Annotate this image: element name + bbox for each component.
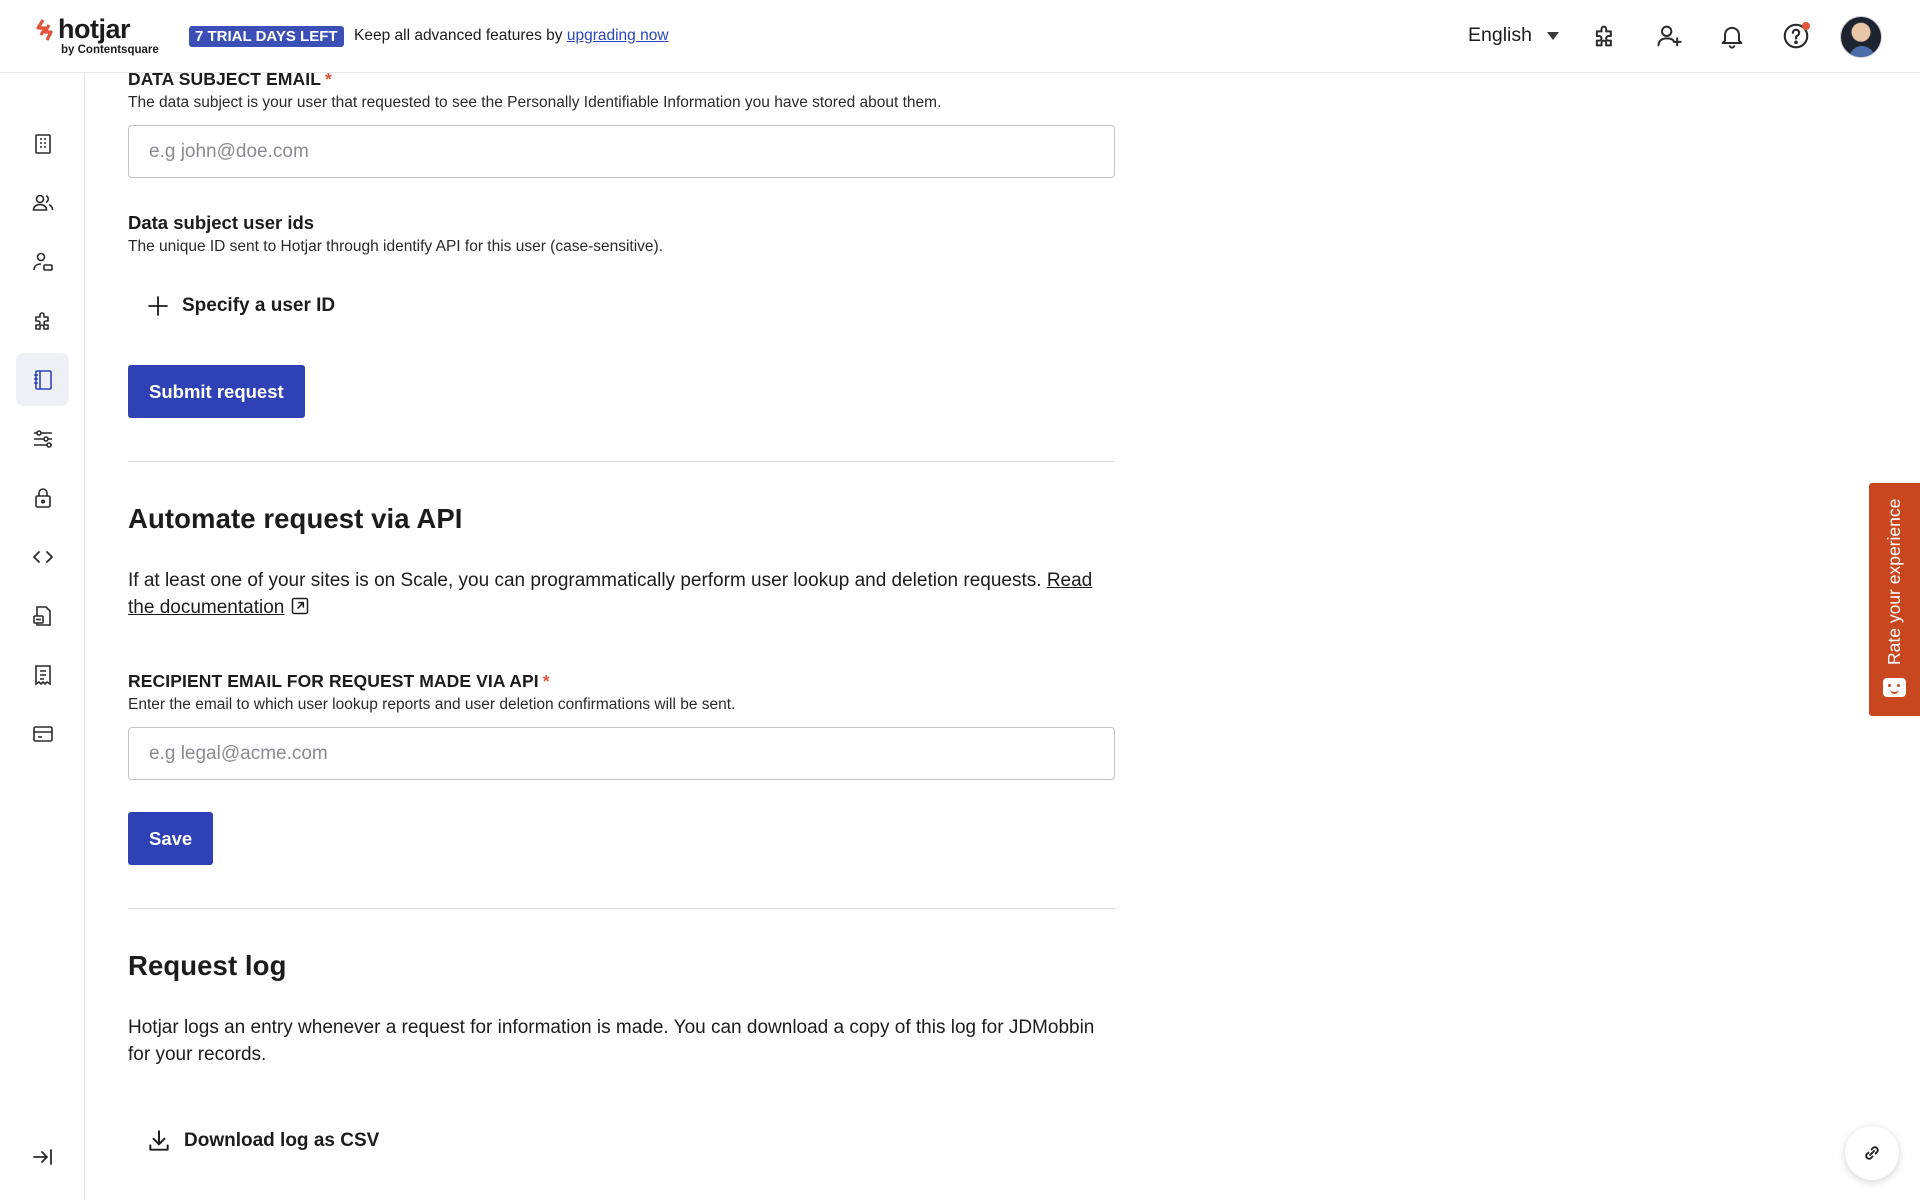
integrations-icon: [31, 309, 55, 333]
sidebar-item-security[interactable]: [16, 471, 69, 524]
help-icon[interactable]: [1780, 20, 1812, 52]
team-icon: [31, 191, 55, 215]
download-icon: [146, 1128, 172, 1154]
integrations-icon[interactable]: [1589, 20, 1621, 52]
specify-user-id-label: Specify a user ID: [182, 295, 336, 316]
invite-user-icon[interactable]: [1653, 20, 1685, 52]
documentation-link[interactable]: Read the documentation: [128, 570, 1093, 618]
data-document-icon: [31, 604, 55, 628]
logo-subtitle: by Contentsquare: [61, 44, 159, 56]
user-ids-label: Data subject user ids: [128, 212, 315, 233]
external-link-icon: [290, 596, 310, 616]
specify-user-id-button[interactable]: [146, 294, 335, 318]
request-log-description: Hotjar logs an entry whenever a request for information is made. You can download a copy of this log for JDMobbin for your records.: [128, 1017, 1095, 1065]
floating-link-button[interactable]: [1845, 1126, 1899, 1180]
top-bar: [0, 0, 1920, 73]
collapse-sidebar-icon: [31, 1145, 55, 1169]
chevron-down-icon: [1547, 32, 1559, 40]
section-divider: [128, 908, 1115, 909]
avatar-shirt: [1849, 46, 1875, 58]
collapse-sidebar-button[interactable]: [16, 1130, 69, 1183]
data-subject-email-label-text: DATA SUBJECT EMAIL: [128, 69, 322, 89]
sidebar-item-billing[interactable]: [16, 707, 69, 760]
recipient-email-input[interactable]: [128, 727, 1115, 780]
recipient-email-label-text: RECIPIENT EMAIL FOR REQUEST MADE VIA API: [128, 671, 539, 691]
language-selector[interactable]: [1468, 24, 1559, 47]
sidebar-item-data[interactable]: [16, 589, 69, 642]
data-subject-email-label: [128, 69, 332, 90]
avatar[interactable]: [1840, 16, 1882, 58]
data-subject-email-help: The data subject is your user that requested to see the Personally Identifiable Information you have stored about them.: [128, 94, 942, 111]
language-label: English: [1468, 24, 1532, 46]
hotjar-logo[interactable]: [36, 14, 166, 60]
sidebar: [0, 73, 85, 1200]
sidebar-item-integrations[interactable]: [16, 294, 69, 347]
required-mark: *: [325, 69, 332, 89]
user-ids-help: The unique ID sent to Hotjar through identify API for this user (case-sensitive).: [128, 238, 664, 255]
hotjar-logo-mark-icon: [36, 19, 54, 41]
sidebar-item-user-settings[interactable]: [16, 235, 69, 288]
submit-request-button[interactable]: Submit request: [128, 365, 305, 418]
security-lock-icon: [31, 486, 55, 510]
notification-dot: [1802, 22, 1810, 30]
sidebar-item-settings[interactable]: [16, 412, 69, 465]
invoice-icon: [31, 663, 55, 687]
rate-experience-label: Rate your experience: [1884, 498, 1904, 665]
link-icon: [1860, 1141, 1884, 1165]
request-log-title: Request log: [128, 950, 287, 981]
recipient-email-label: [128, 671, 550, 692]
organization-icon: [31, 132, 55, 156]
bell-icon[interactable]: [1716, 20, 1748, 52]
api-description-text: If at least one of your sites is on Scale, you can programmatically perform user lookup and deletion requests.: [128, 570, 1047, 591]
billing-card-icon: [31, 722, 55, 746]
logo-wordmark: hotjar: [58, 14, 131, 44]
plus-icon: [146, 294, 170, 318]
user-settings-icon: [31, 250, 55, 274]
api-section-description: [128, 567, 1118, 621]
sidebar-item-invoices[interactable]: [16, 648, 69, 701]
upgrade-link[interactable]: upgrading now: [566, 27, 669, 44]
recipient-email-help: Enter the email to which user lookup reports and user deletion confirmations will be sent.: [128, 696, 736, 713]
trial-message: [354, 27, 669, 45]
smiley-icon: [1883, 678, 1906, 697]
sidebar-item-privacy[interactable]: [16, 353, 69, 406]
sidebar-item-team[interactable]: [16, 176, 69, 229]
trial-message-text: Keep all advanced features by: [354, 27, 567, 44]
sidebar-item-code[interactable]: [16, 530, 69, 583]
trial-badge: 7 TRIAL DAYS LEFT: [189, 26, 344, 47]
code-icon: [31, 545, 55, 569]
api-section-title: Automate request via API: [128, 503, 463, 534]
privacy-icon: [31, 368, 55, 392]
data-subject-email-input[interactable]: [128, 125, 1115, 178]
rate-experience-tab[interactable]: [1869, 483, 1920, 716]
download-log-label: Download log as CSV: [184, 1130, 380, 1151]
save-button[interactable]: Save: [128, 812, 213, 865]
download-log-button[interactable]: [146, 1128, 379, 1154]
sidebar-item-organization[interactable]: [16, 117, 69, 170]
required-mark: *: [542, 671, 550, 691]
section-divider: [128, 461, 1115, 462]
settings-sliders-icon: [31, 427, 55, 451]
